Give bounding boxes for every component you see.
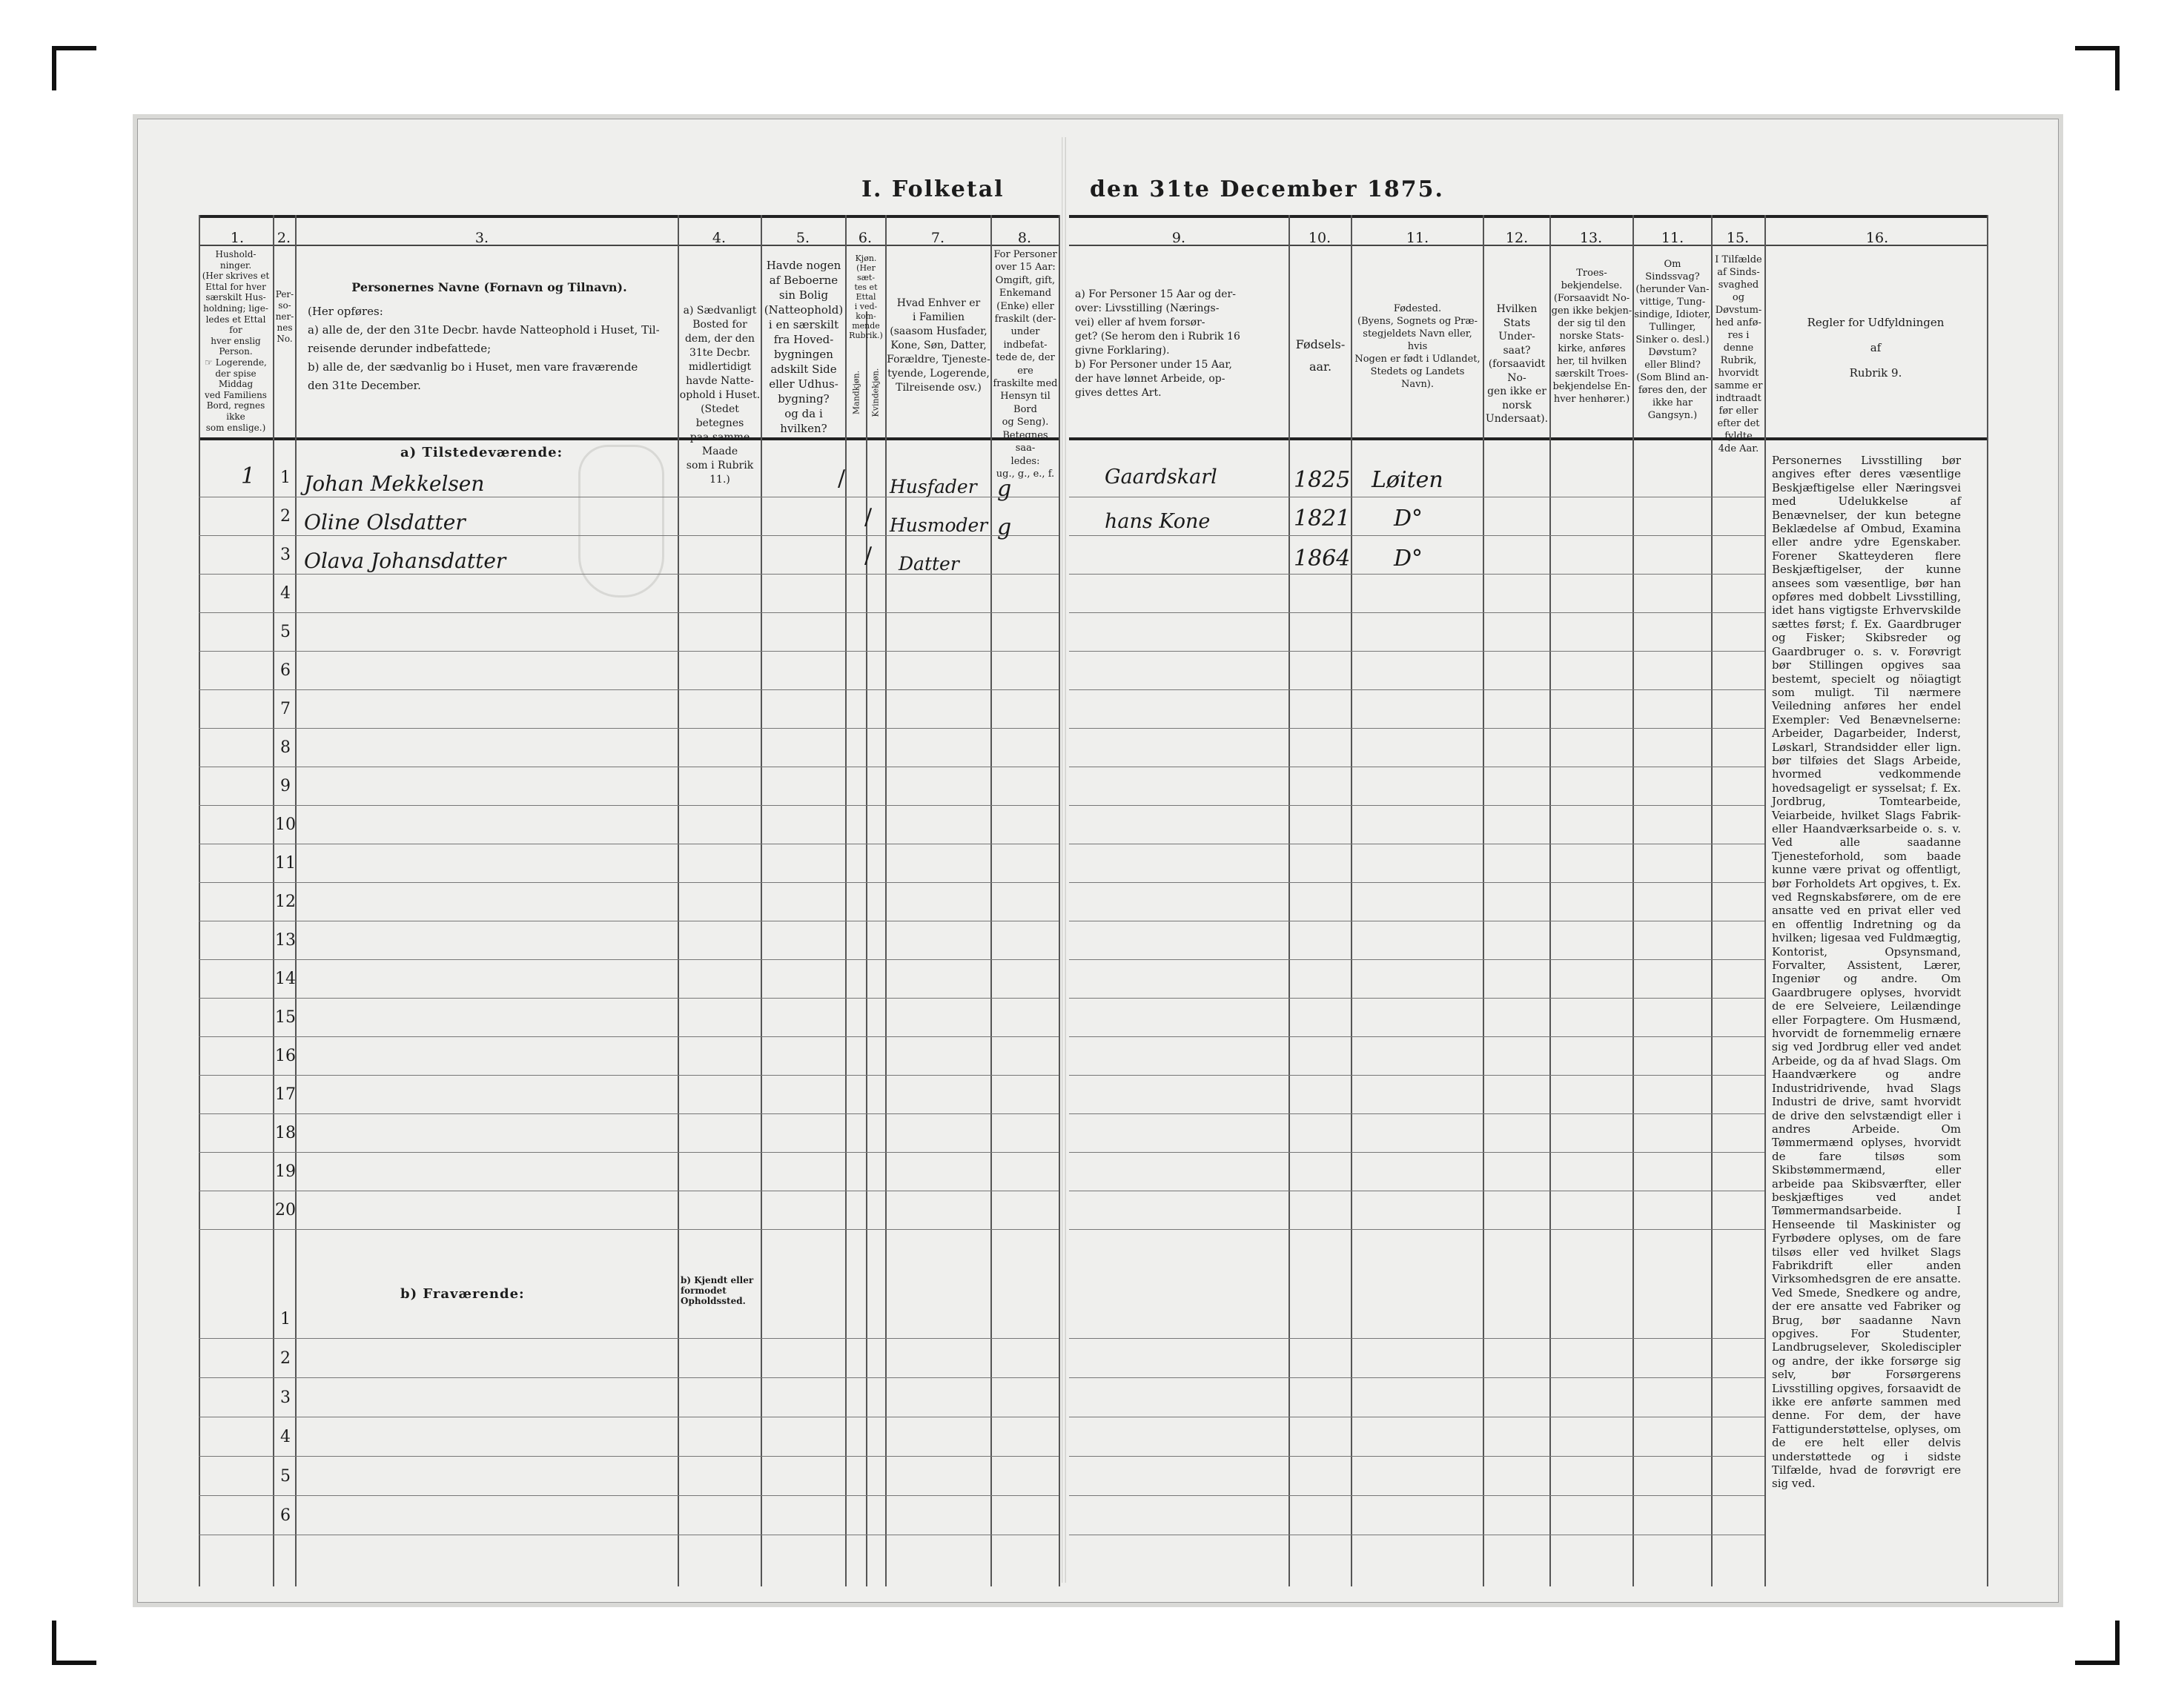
header-occupation: a) For Personer 15 Aar og der- over: Livsstilling (Nærings- vei) eller af hvem forsør- get? (Se herom den i Rubrik 16 givne Forklaring). b) For Personer under 15 Aar, der have lønnet Arbeide, op- gives dettes Art. <box>1075 288 1240 399</box>
row-rule <box>1069 728 1764 729</box>
colnum-6: 6. <box>858 230 873 246</box>
header-civil-status: For Personer over 15 Aar: Omgift, gift, Enkemand (Enke) eller fraskilt (der- under indbefat- tede de, der ere fraskilte med Hensyn til Bord og Seng). Betegnes saa- ledes: ug., g., e., f. <box>993 249 1058 480</box>
row-number: 4 <box>280 1428 291 1446</box>
colnum-16: 16. <box>1865 230 1889 246</box>
birthplace-entry: D° <box>1394 546 1423 572</box>
row-rule <box>199 882 1059 883</box>
crop-mark-bottom-left <box>52 1621 96 1665</box>
header-onset-age: I Tilfælde af Sinds- svaghed og Døvstum- hed anfø- res i denne Rubrik, hvorvidt samme er indtraadt før eller efter det fyldte 4de Aar. <box>1714 254 1763 454</box>
row-rule <box>199 1229 1059 1230</box>
family-role-entry: Husfader <box>890 476 977 497</box>
row-rule <box>1069 651 1764 652</box>
row-rule <box>1069 689 1764 690</box>
header-usual-residence: a) Sædvanligt Bosted for dem, der den 31te Decbr. midlertidigt havde Natte- ophold i Huset. (Stedet betegnes paa samme Maade som i Rubrik 11.) <box>679 305 761 486</box>
row-rule <box>199 998 1059 999</box>
colnum-4: 4. <box>712 230 727 246</box>
colnum-12: 12. <box>1505 230 1529 246</box>
row-number: 17 <box>275 1085 296 1104</box>
row-rule <box>1069 1075 1764 1076</box>
row-number: 4 <box>280 584 291 603</box>
row-rule <box>1069 612 1764 613</box>
birthplace-entry: Løiten <box>1372 467 1443 493</box>
section-absent: b) Fraværende: <box>400 1286 525 1302</box>
header-bottom-rule-right <box>1069 437 1988 440</box>
row-number: 20 <box>275 1201 296 1219</box>
header-bottom-rule-left <box>199 437 1059 440</box>
row-rule <box>1069 1036 1764 1037</box>
row-number: 5 <box>280 1467 291 1486</box>
row-rule <box>1069 1113 1764 1114</box>
colnum-13: 13. <box>1579 230 1603 246</box>
row-number: 15 <box>275 1008 296 1027</box>
page-title-right: den 31te December 1875. <box>1090 176 1444 202</box>
col-divider <box>845 215 847 1586</box>
row-rule <box>199 1152 1059 1153</box>
row-rule <box>1069 959 1764 960</box>
row-rule <box>1069 1229 1764 1230</box>
residence-mark: / <box>838 466 846 491</box>
colnum-11: 11. <box>1406 230 1429 246</box>
row-number: 7 <box>280 700 291 718</box>
row-rule <box>1069 1377 1764 1378</box>
occupation-entry: hans Kone <box>1105 510 1211 533</box>
row-rule <box>1069 805 1764 806</box>
row-rule <box>199 651 1059 652</box>
header-birthplace: Fødested. (Byens, Sognets og Præ- stegjeldets Navn eller, hvis Nogen er født i Udlandet, Stedets og Landets Navn). <box>1354 303 1480 390</box>
row-rule <box>1069 1338 1764 1339</box>
name-entry: Oline Olsdatter <box>304 510 466 534</box>
row-number: 16 <box>275 1047 296 1065</box>
sex-mark: / <box>864 543 873 569</box>
civil-status-entry: g <box>997 476 1012 502</box>
colnum-9: 9. <box>1171 230 1186 246</box>
col-divider <box>866 311 867 1586</box>
row-rule <box>199 959 1059 960</box>
colnum-1: 1. <box>230 230 245 246</box>
section-present: a) Tilstedeværende: <box>400 445 563 460</box>
crop-mark-top-right <box>2075 46 2120 90</box>
header-citizenship: Hvilken Stats Under- saat? (forsaavidt No- gen ikke er norsk Undersaat). <box>1485 303 1549 425</box>
header-sex-male: Mandkjøn. <box>851 370 861 415</box>
coat-of-arms-watermark <box>578 445 664 598</box>
birth-year-entry: 1825 <box>1294 467 1351 493</box>
family-role-entry: Datter <box>899 553 959 575</box>
row-rule <box>199 1338 1059 1339</box>
occupation-entry: Gaardskarl <box>1105 466 1217 489</box>
header-birth-year: Fødsels- aar. <box>1295 337 1346 374</box>
row-rule <box>199 805 1059 806</box>
row-number: 6 <box>280 661 291 680</box>
colnum-7: 7. <box>930 230 945 246</box>
col-divider <box>1351 215 1352 1586</box>
row-number: 14 <box>275 970 296 988</box>
row-rule <box>199 1113 1059 1114</box>
header-person-no: Per- so- ner- nes No. <box>275 289 294 344</box>
colnum-10: 10. <box>1308 230 1331 246</box>
row-rule <box>1069 998 1764 999</box>
header-separate-dwelling: Havde nogen af Beboerne sin Bolig (Natteophold) i en særskilt fra Hoved- bygningen adskilt Side eller Udhus- bygning? og da i hvilken? <box>764 259 844 435</box>
name-entry: Johan Mekkelsen <box>304 471 485 496</box>
colnum-2: 2. <box>277 230 291 246</box>
row-rule <box>199 1075 1059 1076</box>
rubrik-9-rules: Personernes Livsstilling bør angives efter deres væsentlige Beskjæftigelse eller Næringsvei med Udelukkelse af Benævnelser, der kun betegne Beklædelse af Ombud, Examina eller andre ydre Egenskaber. Forener Skatteyderen flere Beskjæftigelser, der kunne ansees som væsentlige, bør han opføres med dobbelt Livsstilling, idet hans vigtigste Erhvervskilde sættes først; f. Ex. Gaardbruger og Fisker; Skibsreder og Gaardbruger o. s. v. Forøvrigt bør Stillingen opgives saa bestemt, specielt og nöiagtigt som muligt. Til nærmere Veiledning anføres her endel Exempler: Ved Benævnelserne: Arbeider, Dagarbeider, Inderst, Løskarl, Strandsidder eller lign. bør tilføies det Slags Arbeide, hvormed vedkommende hovedsageligt er sysselsat; f. Ex. Jordbrug, Tomtearbeide, Veiarbeide, hvilket Slags Fabrik- eller Haandværksarbeide o. s. v. Ved alle saadanne Tjenesteforhold, som baade kunne være privat og offentligt, bør Forholdets Art opgives, t. Ex. ved Regnskabsførere, om de ere ansatte ved en privat eller ved en offentlig Indretning og da hvilken; ligesaa ved Fuldmægtig, Kontorist, Opsynsmand, Forvalter, Assistent, Lærer, Ingeniør og andre. Om Gaardbrugere oplyses, hvorvidt de ere Selveiere, Leilændinge eller Forpagtere. Om Husmænd, hvorvidt de fornemmelig ernære sig ved Jordbrug eller ved andet Arbeide, og da af hvad Slags. Om Haandværkere og andre Industridrivende, hvad Slags Industri de drive, samt hvorvidt de drive den selvstændigt eller i andres Arbeide. Om Tømmermænd oplyses, hvorvidt de fare tilsøs som Skibstømmermænd, eller arbeide paa Skibsværfter, eller beskjæftiges ved andet Tømmermandsarbeide. I Henseende til Maskinister og Fyrbødere oplyses, om de fare tilsøs eller ved hvilket Slags Fabrikdrift eller anden Virksomhedsgren de ere ansatte. Ved Smede, Snedkere og andre, der ere ansatte ved Fabriker og Brug, bør saadanne Navn opgives. For Studenter, Landbrugselever, Skolediscipler og andre, der ikke forsørge sig selv, bør Forsørgerens Livsstilling opgives, forsaavidt de ikke ere anførte sammen med denne. For dem, der have Fattigunderstøttelse, oplyses, om de ere helt eller delvis understøttede og i sidste Tilfælde, hvad de forøvrigt ere sig ved. <box>1772 454 1961 1491</box>
row-number: 3 <box>280 1388 291 1407</box>
row-rule <box>199 728 1059 729</box>
row-rule <box>1069 1495 1764 1496</box>
crop-mark-bottom-right <box>2075 1621 2120 1665</box>
col4-absent-note: b) Kjendt eller formodet Opholdssted. <box>681 1275 754 1306</box>
header-sex: Kjøn. (Her sæt- tes et Ettal i ved- kom- mende Rubrik.) <box>849 254 883 340</box>
colnum-8: 8. <box>1017 230 1032 246</box>
row-number: 9 <box>280 777 291 795</box>
row-rule <box>199 1377 1059 1378</box>
row-rule <box>1069 1456 1764 1457</box>
row-rule <box>199 1456 1059 1457</box>
colnum-14: 11. <box>1661 230 1684 246</box>
row-number: 2 <box>280 1349 291 1368</box>
row-number: 6 <box>280 1506 291 1525</box>
header-sex-female: Kvindekjøn. <box>870 368 881 417</box>
row-number: 11 <box>275 854 296 873</box>
row-rule <box>1069 882 1764 883</box>
row-number: 19 <box>275 1162 296 1181</box>
col-divider <box>1549 215 1551 1586</box>
header-religion: Troes- bekjendelse. (Forsaavidt No- gen ikke bekjen- der sig til den norske Stats- kirke, anføres her, til hvilken særskilt Troes- bekjendelse En- hver henhører.) <box>1551 268 1632 405</box>
header-rules: Regler for Udfyldningen af Rubrik 9. <box>1807 316 1945 380</box>
household-mark: 1 <box>241 463 256 489</box>
civil-status-entry: g <box>997 514 1012 540</box>
col-divider <box>885 215 887 1586</box>
row-number: 2 <box>280 507 291 526</box>
row-rule <box>1069 535 1764 536</box>
crop-mark-top-left <box>52 46 96 90</box>
page-fold <box>1062 137 1066 1583</box>
row-rule <box>199 612 1059 613</box>
row-number: 3 <box>280 546 291 564</box>
row-number: 1 <box>280 469 291 487</box>
sex-mark: / <box>864 504 873 530</box>
row-number: 1 <box>280 1310 291 1328</box>
header-disability: Om Sindssvag? (herunder Van- vittige, Tung- sindige, Idioter, Tullinger, Sinker o. desl.) Døvstum? eller Blind? (Som Blind an- føres den, der ikke har Gangsyn.) <box>1634 259 1711 421</box>
name-entry: Olava Johansdatter <box>304 549 506 573</box>
birth-year-entry: 1821 <box>1294 506 1351 532</box>
page-title-left: I. Folketal <box>861 176 1005 202</box>
colnum-15: 15. <box>1726 230 1750 246</box>
row-rule <box>1069 574 1764 575</box>
row-rule <box>199 1036 1059 1037</box>
row-rule <box>199 689 1059 690</box>
header-top-rule-right <box>1069 215 1988 218</box>
birth-year-entry: 1864 <box>1294 546 1351 572</box>
col-divider <box>1987 215 1988 1586</box>
row-rule <box>1069 1152 1764 1153</box>
row-number: 12 <box>275 893 296 911</box>
header-names-title: Personernes Navne (Fornavn og Tilnavn). <box>351 280 627 294</box>
col-divider <box>1288 215 1290 1586</box>
colnum-3: 3. <box>474 230 489 246</box>
header-top-rule-left <box>199 215 1059 218</box>
colnum-5: 5. <box>795 230 810 246</box>
header-names-rules: (Her opføres: a) alle de, der den 31te Decbr. havde Natteophold i Huset, Til- reisende derunder indbefattede; b) alle de, der sædvanlig bo i Huset, men vare fraværende den 31te December. <box>308 305 660 392</box>
family-role-entry: Husmoder <box>890 514 988 536</box>
row-number: 5 <box>280 623 291 641</box>
row-number: 8 <box>280 738 291 757</box>
header-family-role: Hvad Enhver er i Familien (saasom Husfader, Kone, Søn, Datter, Forældre, Tjeneste- tyende, Logerende, Tilreisende osv.) <box>887 297 990 394</box>
row-number: 10 <box>275 815 296 834</box>
col-divider <box>1764 215 1766 1586</box>
row-number: 18 <box>275 1124 296 1142</box>
row-rule <box>199 1495 1059 1496</box>
birthplace-entry: D° <box>1394 506 1423 532</box>
row-number: 13 <box>275 931 296 950</box>
header-households: Hushold- ninger. (Her skrives et Ettal for hver særskilt Hus- holdning; lige- ledes et Ettal for hver enslig Person. ☞ Logerende, der spise Middag ved Familiens Bord, regnes ikke som enslige.) <box>202 249 270 433</box>
col-divider <box>1059 215 1060 1586</box>
